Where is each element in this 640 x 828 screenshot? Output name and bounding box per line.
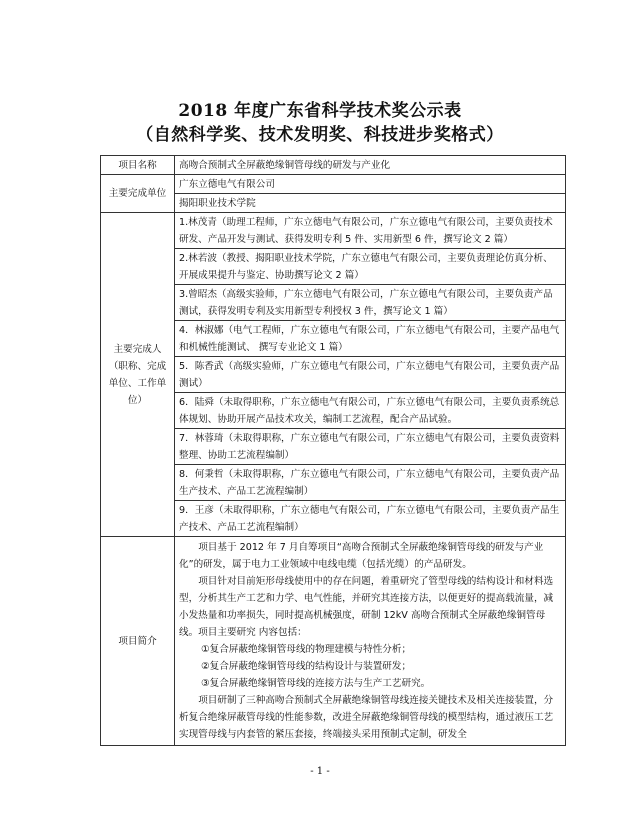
intro-paragraph-1: 项目基于 2012 年 7 月自筹项目“高吻合预制式全屏蔽绝缘铜管母线的研发与产业化”的研发，属于电力工业领域中电线电缆（包括光缆）的产品研发。 — [179, 542, 544, 570]
project-name-label: 项目名称 — [101, 156, 175, 175]
table-row — [101, 156, 566, 175]
person-4: 4．林淑娜（电气工程师，广东立德电气有限公司，广东立德电气有限公司，主要产品电气和机械性能测试、 撰写专业论文 1 篇） — [175, 321, 566, 357]
project-name-value: 高吻合预制式全屏蔽绝缘铜管母线的研发与产业化 — [175, 156, 566, 175]
announcement-table — [100, 155, 566, 746]
person-3: 3.曾昭杰（高级实验师，广东立德电气有限公司，广东立德电气有限公司，主要负责产品测试，获得发明专利及实用新型专利授权 3 件，撰写论文 1 篇） — [175, 285, 566, 321]
unit-2: 揭阳职业技术学院 — [175, 194, 566, 213]
unit-1: 广东立德电气有限公司 — [175, 175, 566, 194]
intro-label: 项目简介 — [101, 537, 175, 746]
table-row — [101, 537, 566, 746]
table-row — [101, 213, 566, 249]
intro-value — [175, 537, 566, 746]
intro-paragraph-2: 项目针对目前矩形母线使用中的存在问题，着重研究了管型母线的结构设计和材料选型，分析其生产工艺和力学、电气性能，并研究其连接方法，以便更好的提高载流量，减小发热量和功率损失，同时提高机械强度，研制 12kV 高吻合预制式全屏蔽绝缘铜管母线。项目主要研究 内容包括： — [179, 576, 554, 638]
person-6: 6．陆舜（未取得职称，广东立德电气有限公司，广东立德电气有限公司，主要负责系统总体规划、协助开展产品技术攻关，编制工艺流程，配合产品试验。 — [175, 393, 566, 429]
person-2: 2.林若波（教授、揭阳职业技术学院，广东立德电气有限公司，主要负责理论仿真分析、开展成果提升与鉴定、协助撰写论文 2 篇） — [175, 249, 566, 285]
main-units-label: 主要完成单位 — [101, 175, 175, 213]
person-1: 1.林茂青（助理工程师，广东立德电气有限公司，广东立德电气有限公司，主要负责技术研发、产品开发与测试、获得发明专利 5 件、实用新型 6 件，撰写论文 2 篇） — [175, 213, 566, 249]
person-5: 5．陈香武（高级实验师，广东立德电气有限公司，广东立德电气有限公司，主要负责产品测试） — [175, 357, 566, 393]
page-title: 2018 年度广东省科学技术奖公示表 — [178, 101, 462, 121]
page-subtitle: （自然科学奖、技术发明奖、科技进步奖格式） — [136, 125, 504, 145]
intro-list-item-1: ①复合屏蔽绝缘铜管母线的物理建模与特性分析； — [201, 644, 412, 655]
person-8: 8．何秉哲（未取得职称，广东立德电气有限公司，广东立德电气有限公司，主要负责产品生产技术、产品工艺流程编制） — [175, 465, 566, 501]
intro-paragraph-3: 项目研制了三种高吻合预制式全屏蔽绝缘铜管母线连接关键技术及相关连接装置，分析复合绝缘屏蔽管母线的性能参数，改进全屏蔽绝缘铜管母线的模型结构，通过液压工艺实现管母线与内套管的紧压套接，终端接头采用预制式定制，研发全 — [179, 695, 554, 740]
page-number: - 1 - — [310, 766, 330, 777]
intro-list-item-2: ②复合屏蔽绝缘铜管母线的结构设计与装置研发； — [201, 661, 412, 672]
main-people-label: 主要完成人（职称、完成单位、工作单位） — [101, 213, 175, 537]
intro-list-item-3: ③复合屏蔽绝缘铜管母线的连接方法与生产工艺研究。 — [201, 678, 431, 689]
table-row — [101, 175, 566, 194]
person-7: 7．林蓉琦（未取得职称，广东立德电气有限公司，广东立德电气有限公司，主要负责资料整理、协助工艺流程编制） — [175, 429, 566, 465]
person-9: 9．王彦（未取得职称，广东立德电气有限公司，广东立德电气有限公司，主要负责产品生产技术、产品工艺流程编制） — [175, 501, 566, 537]
